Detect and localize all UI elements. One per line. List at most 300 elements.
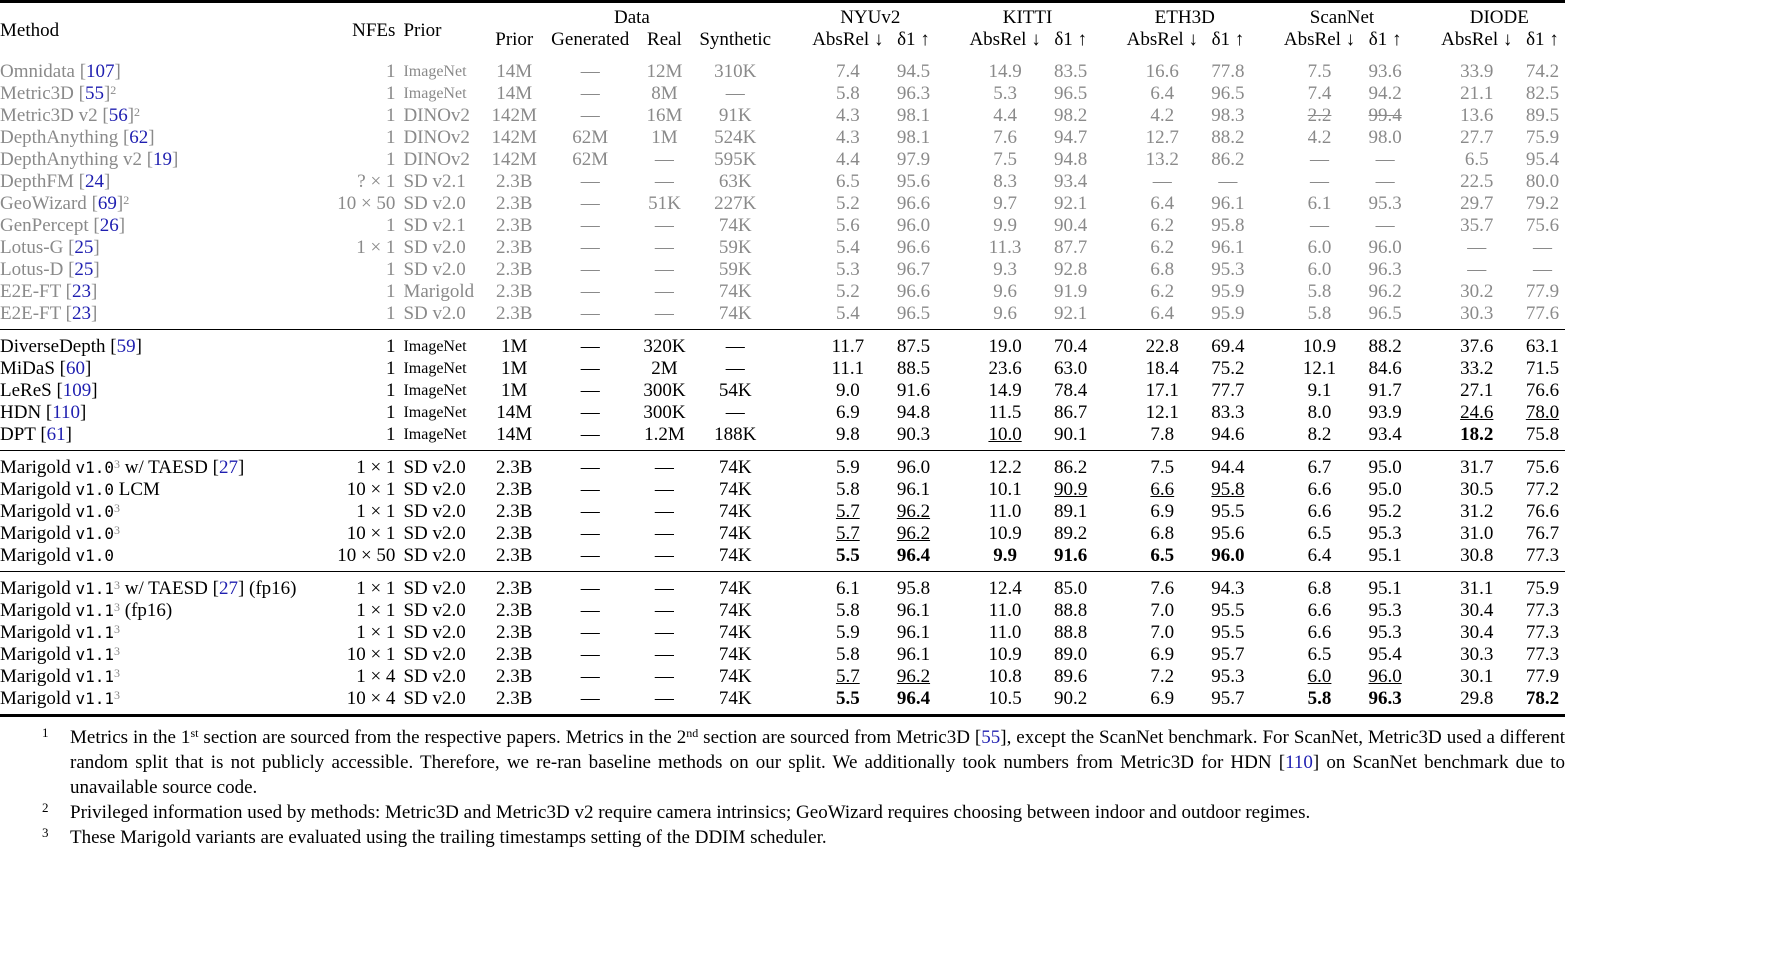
footnote-number: 1 <box>42 725 49 740</box>
method-name: Marigold $v1.0^3$ w/ TAESD [27] <box>0 451 327 480</box>
table-row <box>0 171 1565 193</box>
diode-delta1-cell <box>1520 303 1565 330</box>
metric-value: — <box>1218 171 1238 192</box>
diode-delta1-cell <box>1520 171 1565 193</box>
method-label: Marigold <box>0 501 71 522</box>
metric-value: 96.1 <box>1211 237 1245 258</box>
data-synthetic-cell: 74K <box>718 523 752 544</box>
method-version: v1.1 <box>75 579 114 598</box>
metric-value: 95.8 <box>1211 479 1245 500</box>
nfes-cell: 1 <box>385 380 396 401</box>
metric-value: 95.3 <box>1368 523 1402 544</box>
diode-absrel-cell <box>1434 572 1520 601</box>
metric-value: 95.3 <box>1211 666 1245 687</box>
data-real-cell: — <box>654 479 674 500</box>
metric-value: 7.8 <box>1150 424 1175 445</box>
data-prior-cell: 1M <box>485 330 543 359</box>
metric-value: 96.0 <box>896 457 931 478</box>
kitti-absrel-cell <box>962 523 1048 545</box>
scannet-absrel-cell <box>1276 55 1362 83</box>
metric-value: — <box>1532 259 1552 280</box>
data-synthetic-cell: 188K <box>714 424 757 445</box>
metric-value: 14.9 <box>988 380 1022 401</box>
data-generated-cell: — <box>580 600 600 621</box>
metric-value: 18.2 <box>1460 424 1494 445</box>
diode-absrel-cell <box>1434 215 1520 237</box>
method-name: HDN [110] <box>0 402 87 423</box>
kitti-delta1-cell <box>1048 83 1093 105</box>
metric-value: 95.4 <box>1525 149 1560 170</box>
table-row <box>0 402 1565 424</box>
scannet-absrel-cell <box>1276 281 1362 303</box>
diode-absrel-cell <box>1434 402 1520 424</box>
citation-link[interactable]: 24 <box>84 171 104 192</box>
method-name: LeReS [109] <box>0 380 98 401</box>
metric-value: 96.3 <box>896 83 931 104</box>
metric-value: 89.6 <box>1054 666 1088 687</box>
method-label: E2E-FT <box>0 303 61 324</box>
eth3d-absrel-cell <box>1119 330 1205 359</box>
metric-value: 96.0 <box>1368 666 1402 687</box>
data-prior-cell: 142M <box>491 105 537 126</box>
metric-value: 94.7 <box>1054 127 1088 148</box>
metric-value: — <box>1152 171 1172 192</box>
metric-value: 82.5 <box>1525 83 1560 104</box>
metric-value: 5.4 <box>835 237 860 258</box>
data-real-cell: — <box>654 215 674 236</box>
metric-value: 94.2 <box>1368 83 1402 104</box>
metric-value: 95.6 <box>896 171 931 192</box>
eth3d-absrel-cell <box>1119 572 1205 601</box>
header-dataset-kitti: KITTI <box>1002 7 1053 28</box>
nfes-cell: 1 <box>385 303 396 324</box>
kitti-absrel-cell <box>962 215 1048 237</box>
citation-link[interactable]: 110 <box>1285 752 1313 773</box>
footnote-text-run: section are sourced from Metric3D [ <box>698 727 982 748</box>
metric-value: 96.1 <box>1211 193 1245 214</box>
nfes-cell: 10 × 50 <box>337 193 396 214</box>
eth3d-absrel-cell <box>1119 237 1205 259</box>
metric-value: 5.8 <box>835 644 860 665</box>
metric-value: 6.1 <box>835 578 860 599</box>
metric-value: 9.3 <box>993 259 1017 280</box>
metric-value: 98.1 <box>896 127 931 148</box>
scannet-delta1-cell <box>1363 215 1408 237</box>
table-row <box>0 105 1565 127</box>
kitti-delta1-cell <box>1048 572 1093 601</box>
method-label: Marigold <box>0 578 71 599</box>
eth3d-absrel-cell <box>1119 501 1205 523</box>
citation-link[interactable]: 69 <box>97 193 117 214</box>
diode-absrel-cell <box>1434 358 1520 380</box>
data-generated-cell: — <box>580 523 600 544</box>
nyuv2-absrel-cell <box>805 83 891 105</box>
scannet-delta1-cell <box>1363 424 1408 451</box>
prior-cell: SD v2.0 <box>403 303 466 324</box>
metric-value: 95.1 <box>1368 545 1402 566</box>
data-synthetic-cell: 63K <box>718 171 752 192</box>
data-generated-cell: — <box>543 451 637 480</box>
scannet-absrel-cell <box>1276 666 1362 688</box>
table-row <box>0 523 1565 545</box>
nyuv2-absrel-cell <box>805 149 891 171</box>
eth3d-delta1-cell <box>1205 451 1250 480</box>
data-real-cell: 1.2M <box>644 424 685 445</box>
method-name: Marigold $v1.1^3$ w/ TAESD [27] (fp16) <box>0 572 327 601</box>
kitti-absrel-cell <box>962 644 1048 666</box>
eth3d-absrel-cell <box>1119 55 1205 83</box>
prior-cell: SD v2.0 <box>399 451 485 480</box>
data-generated-cell: 62M <box>572 127 609 148</box>
metric-value: 4.3 <box>835 127 860 148</box>
metric-value: 77.3 <box>1525 545 1560 566</box>
eth3d-delta1-cell <box>1205 380 1250 402</box>
diode-delta1-cell <box>1520 237 1565 259</box>
citation-link[interactable]: 25 <box>74 259 94 280</box>
scannet-absrel-cell <box>1276 572 1362 601</box>
metric-value: 95.7 <box>1211 644 1245 665</box>
method-label: DPT <box>0 424 36 445</box>
metric-value: 89.1 <box>1054 501 1088 522</box>
metric-value: 5.8 <box>835 479 860 500</box>
citation-link[interactable]: 60 <box>65 358 85 379</box>
data-synthetic-cell: 74K <box>692 451 779 480</box>
eth3d-delta1-cell <box>1205 358 1250 380</box>
diode-delta1-cell <box>1520 545 1565 572</box>
method-label: Marigold <box>0 545 71 566</box>
prior-cell: SD v2.0 <box>403 193 466 214</box>
citation-link[interactable]: 19 <box>153 149 173 170</box>
eth3d-delta1-cell <box>1205 622 1250 644</box>
citation-link[interactable]: 23 <box>71 303 91 324</box>
prior-cell: ImageNet <box>403 85 467 102</box>
metric-value: 96.6 <box>896 193 931 214</box>
data-prior-cell: 1M <box>501 358 528 379</box>
metric-value: 24.6 <box>1460 402 1494 423</box>
metric-value: 16.6 <box>1145 61 1179 82</box>
citation-link[interactable]: 27 <box>218 578 238 599</box>
metric-value: 63.0 <box>1054 358 1088 379</box>
metric-value: — <box>1310 149 1330 170</box>
eth3d-absrel-cell <box>1119 358 1205 380</box>
metric-value: 71.5 <box>1525 358 1560 379</box>
footnote-marker: 3 <box>114 622 120 636</box>
nyuv2-delta1-cell <box>891 622 936 644</box>
nfes-cell: 1 <box>385 105 396 126</box>
method-version: v1.0 <box>75 480 114 499</box>
kitti-delta1-cell <box>1048 622 1093 644</box>
diode-absrel-cell <box>1434 281 1520 303</box>
kitti-delta1-cell <box>1048 380 1093 402</box>
metric-value: 37.6 <box>1460 336 1494 357</box>
kitti-absrel-cell <box>962 666 1048 688</box>
metric-value: 95.5 <box>1211 600 1245 621</box>
kitti-absrel-cell <box>962 83 1048 105</box>
metric-value: 91.6 <box>896 380 931 401</box>
diode-delta1-cell <box>1520 622 1565 644</box>
metric-value: 76.6 <box>1525 501 1560 522</box>
prior-cell: SD v2.0 <box>403 644 466 665</box>
metric-value: 30.2 <box>1460 281 1494 302</box>
metric-value: 6.9 <box>1150 644 1175 665</box>
kitti-absrel-cell <box>962 380 1048 402</box>
citation-link[interactable]: 109 <box>62 380 92 401</box>
metric-value: 8.0 <box>1307 402 1332 423</box>
method-version: v1.0 <box>75 546 114 565</box>
metric-value: 96.0 <box>1368 237 1402 258</box>
data-real-cell: — <box>637 688 692 716</box>
scannet-delta1-cell <box>1363 149 1408 171</box>
prior-cell: SD v2.0 <box>403 600 466 621</box>
data-synthetic-cell: 91K <box>718 105 752 126</box>
kitti-absrel-cell <box>962 600 1048 622</box>
header-absrel: AbsRel ↓ <box>1283 29 1356 50</box>
metric-value: 6.4 <box>1307 545 1332 566</box>
data-real-cell: — <box>637 572 692 601</box>
method-label: Omnidata <box>0 61 75 82</box>
diode-absrel-cell <box>1434 380 1520 402</box>
data-prior-cell: 142M <box>491 127 537 148</box>
metric-value: 9.7 <box>993 193 1017 214</box>
metric-value: 92.8 <box>1054 259 1088 280</box>
prior-cell: SD v2.0 <box>403 545 466 566</box>
metric-value: 78.0 <box>1525 402 1560 423</box>
data-real-cell: — <box>654 622 674 643</box>
data-real-cell: — <box>654 259 674 280</box>
kitti-delta1-cell <box>1048 55 1093 83</box>
nyuv2-delta1-cell <box>891 688 936 716</box>
scannet-delta1-cell <box>1363 688 1408 716</box>
method-version: v1.0 <box>75 524 114 543</box>
kitti-absrel-cell <box>962 127 1048 149</box>
scannet-delta1-cell <box>1363 358 1408 380</box>
metric-value: 7.0 <box>1150 622 1175 643</box>
metric-value: 70.4 <box>1054 336 1088 357</box>
header-delta1: δ1 ↑ <box>897 29 930 50</box>
metric-value: 77.2 <box>1525 479 1560 500</box>
nfes-cell: 1 <box>385 281 396 302</box>
table-row <box>0 330 1565 359</box>
header-delta1: δ1 ↑ <box>1526 29 1559 50</box>
prior-cell: SD v2.0 <box>403 259 466 280</box>
metric-value: 6.8 <box>1150 523 1175 544</box>
citation-link[interactable]: 27 <box>218 457 238 478</box>
data-prior-cell: 2.3B <box>496 523 533 544</box>
footnote-text-run: ] on ScanNet benchmark due to unavailable source code. <box>70 752 1566 798</box>
metric-value: 30.3 <box>1460 303 1494 324</box>
metric-value: 77.3 <box>1525 600 1560 621</box>
metric-value: 95.9 <box>1211 303 1245 324</box>
data-real-cell: — <box>654 523 674 544</box>
citation-link[interactable]: 61 <box>46 424 66 445</box>
diode-delta1-cell <box>1520 358 1565 380</box>
method-name: E2E-FT [23] <box>0 303 98 324</box>
eth3d-absrel-cell <box>1119 545 1205 572</box>
data-prior-cell: 2.3B <box>485 572 543 601</box>
method-name: DPT [61] <box>0 424 72 445</box>
method-version: v1.1 <box>75 667 114 686</box>
nyuv2-absrel-cell <box>805 688 891 716</box>
metric-value: 11.3 <box>988 237 1022 258</box>
method-label: HDN <box>0 402 42 423</box>
nyuv2-absrel-cell <box>805 127 891 149</box>
citation-link[interactable]: 25 <box>74 237 94 258</box>
nyuv2-absrel-cell <box>805 572 891 601</box>
method-suffix: (fp16) <box>120 600 173 621</box>
diode-absrel-cell <box>1434 644 1520 666</box>
prior-cell: SD v2.0 <box>403 523 466 544</box>
kitti-delta1-cell <box>1048 501 1093 523</box>
nyuv2-delta1-cell <box>891 600 936 622</box>
citation-link[interactable]: 62 <box>129 127 149 148</box>
metric-value: 95.0 <box>1368 457 1402 478</box>
metric-value: 95.3 <box>1211 259 1245 280</box>
metric-value: 6.2 <box>1150 215 1175 236</box>
citation-link[interactable]: 55 <box>84 83 104 104</box>
method-label: Marigold <box>0 523 71 544</box>
metric-value: 12.7 <box>1145 127 1179 148</box>
scannet-absrel-cell <box>1276 171 1362 193</box>
scannet-delta1-cell <box>1363 644 1408 666</box>
data-generated-cell: — <box>580 171 600 192</box>
metric-value: 6.5 <box>835 171 860 192</box>
diode-delta1-cell <box>1520 402 1565 424</box>
metric-value: 89.0 <box>1054 644 1088 665</box>
citation-link[interactable]: 110 <box>52 402 81 423</box>
data-prior-cell: 2.3B <box>496 237 533 258</box>
data-generated-cell: — <box>580 479 600 500</box>
data-synthetic-cell: 74K <box>718 644 752 665</box>
method-name: Omnidata [107] <box>0 61 121 82</box>
diode-delta1-cell <box>1520 149 1565 171</box>
metric-value: 33.9 <box>1460 61 1494 82</box>
metric-value: 90.9 <box>1054 479 1088 500</box>
metric-value: 94.8 <box>1054 149 1088 170</box>
nyuv2-delta1-cell <box>891 127 936 149</box>
prior-cell: SD v2.0 <box>403 237 466 258</box>
nfes-cell: ? × 1 <box>357 171 396 192</box>
metric-value: 95.5 <box>1211 622 1245 643</box>
citation-link[interactable]: 56 <box>108 105 128 126</box>
metric-value: 96.1 <box>896 622 931 643</box>
metric-value: 76.7 <box>1525 523 1560 544</box>
data-generated-cell: — <box>580 281 600 302</box>
nfes-cell: 10 × 1 <box>346 523 396 544</box>
eth3d-delta1-cell <box>1205 644 1250 666</box>
metric-value: 4.4 <box>835 149 860 170</box>
citation-link[interactable]: 26 <box>99 215 119 236</box>
nyuv2-delta1-cell <box>891 644 936 666</box>
metric-value: 75.6 <box>1525 215 1560 236</box>
metric-value: 4.3 <box>835 105 860 126</box>
metric-value: 88.2 <box>1211 127 1245 148</box>
eth3d-delta1-cell <box>1205 330 1250 359</box>
metric-value: 63.1 <box>1525 336 1560 357</box>
nyuv2-delta1-cell <box>891 55 936 83</box>
kitti-absrel-cell <box>962 55 1048 83</box>
kitti-absrel-cell <box>962 622 1048 644</box>
eth3d-absrel-cell <box>1119 479 1205 501</box>
scannet-absrel-cell <box>1276 303 1362 330</box>
scannet-delta1-cell <box>1363 193 1408 215</box>
method-label: DiverseDepth <box>0 336 106 357</box>
citation-link[interactable]: 55 <box>981 727 1001 748</box>
kitti-absrel-cell <box>962 424 1048 451</box>
data-generated-cell: — <box>580 237 600 258</box>
scannet-absrel-cell <box>1276 688 1362 716</box>
metric-value: 29.7 <box>1460 193 1494 214</box>
data-prior-cell: 1M <box>501 380 528 401</box>
metric-value: 86.7 <box>1054 402 1088 423</box>
data-generated-cell: — <box>580 215 600 236</box>
metric-value: 11.0 <box>988 501 1022 522</box>
header-delta1: δ1 ↑ <box>1054 29 1088 50</box>
data-prior-cell: 2.3B <box>485 451 543 480</box>
eth3d-absrel-cell <box>1119 622 1205 644</box>
eth3d-delta1-cell <box>1205 83 1250 105</box>
nyuv2-absrel-cell <box>805 523 891 545</box>
data-synthetic-cell: — <box>725 402 745 423</box>
ordinal-superscript: st <box>190 726 199 740</box>
eth3d-delta1-cell <box>1205 523 1250 545</box>
metric-value: 96.0 <box>1211 545 1245 566</box>
citation-link[interactable]: 107 <box>86 61 115 82</box>
metric-value: 89.2 <box>1054 523 1088 544</box>
nyuv2-absrel-cell <box>805 358 891 380</box>
scannet-delta1-cell <box>1363 105 1408 127</box>
citation-link[interactable]: 59 <box>116 336 136 357</box>
metric-value: 77.8 <box>1211 61 1245 82</box>
metric-value: 83.5 <box>1054 61 1088 82</box>
table-row <box>0 149 1565 171</box>
footnote-marker: 3 <box>114 523 120 537</box>
metric-value: 6.8 <box>1307 578 1332 599</box>
metric-value: 5.6 <box>835 215 860 236</box>
metric-value: 5.9 <box>835 457 860 478</box>
kitti-delta1-cell <box>1048 545 1093 572</box>
eth3d-delta1-cell <box>1205 171 1250 193</box>
header-prior: Prior <box>403 20 442 41</box>
kitti-absrel-cell <box>962 281 1048 303</box>
metric-value: 77.9 <box>1525 666 1560 687</box>
nyuv2-absrel-cell <box>805 479 891 501</box>
eth3d-absrel-cell <box>1119 83 1205 105</box>
metric-value: 6.6 <box>1307 600 1332 621</box>
method-label: Marigold <box>0 457 71 478</box>
metric-value: 96.2 <box>896 523 931 544</box>
metric-value: 96.0 <box>896 215 931 236</box>
metric-value: 77.7 <box>1211 380 1245 401</box>
method-label: Metric3D <box>0 83 74 104</box>
scannet-absrel-cell <box>1276 501 1362 523</box>
method-label: Lotus-D <box>0 259 64 280</box>
diode-delta1-cell <box>1520 688 1565 716</box>
metric-value: 12.1 <box>1302 358 1337 379</box>
citation-link[interactable]: 23 <box>71 281 91 302</box>
scannet-delta1-cell <box>1363 666 1408 688</box>
nyuv2-absrel-cell <box>805 55 891 83</box>
method-label: Lotus-G <box>0 237 64 258</box>
data-prior-cell: 14M <box>496 83 533 104</box>
kitti-delta1-cell <box>1048 644 1093 666</box>
metric-value: 78.4 <box>1054 380 1088 401</box>
data-generated-cell: — <box>580 105 600 126</box>
eth3d-absrel-cell <box>1119 666 1205 688</box>
footnote-text-run: Privileged information used by methods: Metric3D and Metric3D v2 require camera intrinsics; GeoWizard requires choosing between indoor and outdoor regimes. <box>70 802 1311 823</box>
metric-value: 79.2 <box>1525 193 1560 214</box>
metric-value: 86.2 <box>1054 457 1088 478</box>
metric-value: 92.1 <box>1054 303 1088 324</box>
